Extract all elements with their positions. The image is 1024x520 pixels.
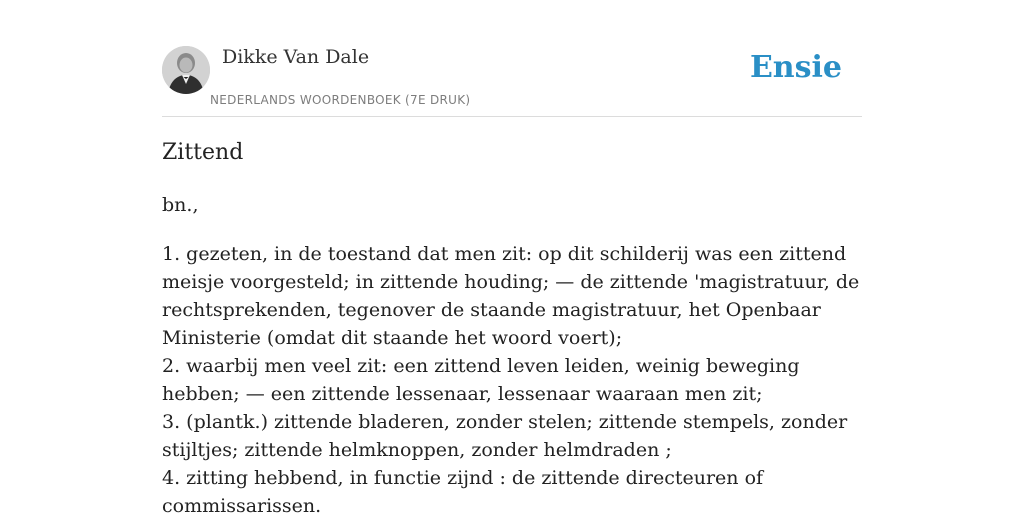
brand-logo[interactable]: Ensie <box>749 50 842 85</box>
part-of-speech: bn., <box>162 194 199 216</box>
definition-item: 3. (plantk.) zittende bladeren, zonder stelen; zittende stempels, zonder stijltjes; zittende helmknoppen, zonder helmdraden ; <box>162 411 848 461</box>
page-header <box>162 40 862 117</box>
entry-title: Zittend <box>162 140 244 165</box>
author-name[interactable]: Dikke Van Dale <box>222 46 370 68</box>
definition-item: 4. zitting hebbend, in functie zijnd : de zittende directeuren of commissarissen. <box>162 467 764 517</box>
portrait-icon <box>162 46 210 94</box>
definition-list <box>162 240 862 520</box>
definition-item: 1. gezeten, in de toestand dat men zit: op dit schilderij was een zittend meisje voorgesteld; in zittende houding; — de zittende 'magistratuur, de rechtsprekenden, tegenover de staande magistratuur, het Openbaar Ministerie (omdat dit staande het woord voert); <box>162 243 860 349</box>
source-label: NEDERLANDS WOORDENBOEK (7E DRUK) <box>210 93 471 107</box>
author-avatar[interactable] <box>162 46 210 94</box>
definition-item: 2. waarbij men veel zit: een zittend leven leiden, weinig beweging hebben; — een zittende lessenaar, lessenaar waaraan men zit; <box>162 355 800 405</box>
